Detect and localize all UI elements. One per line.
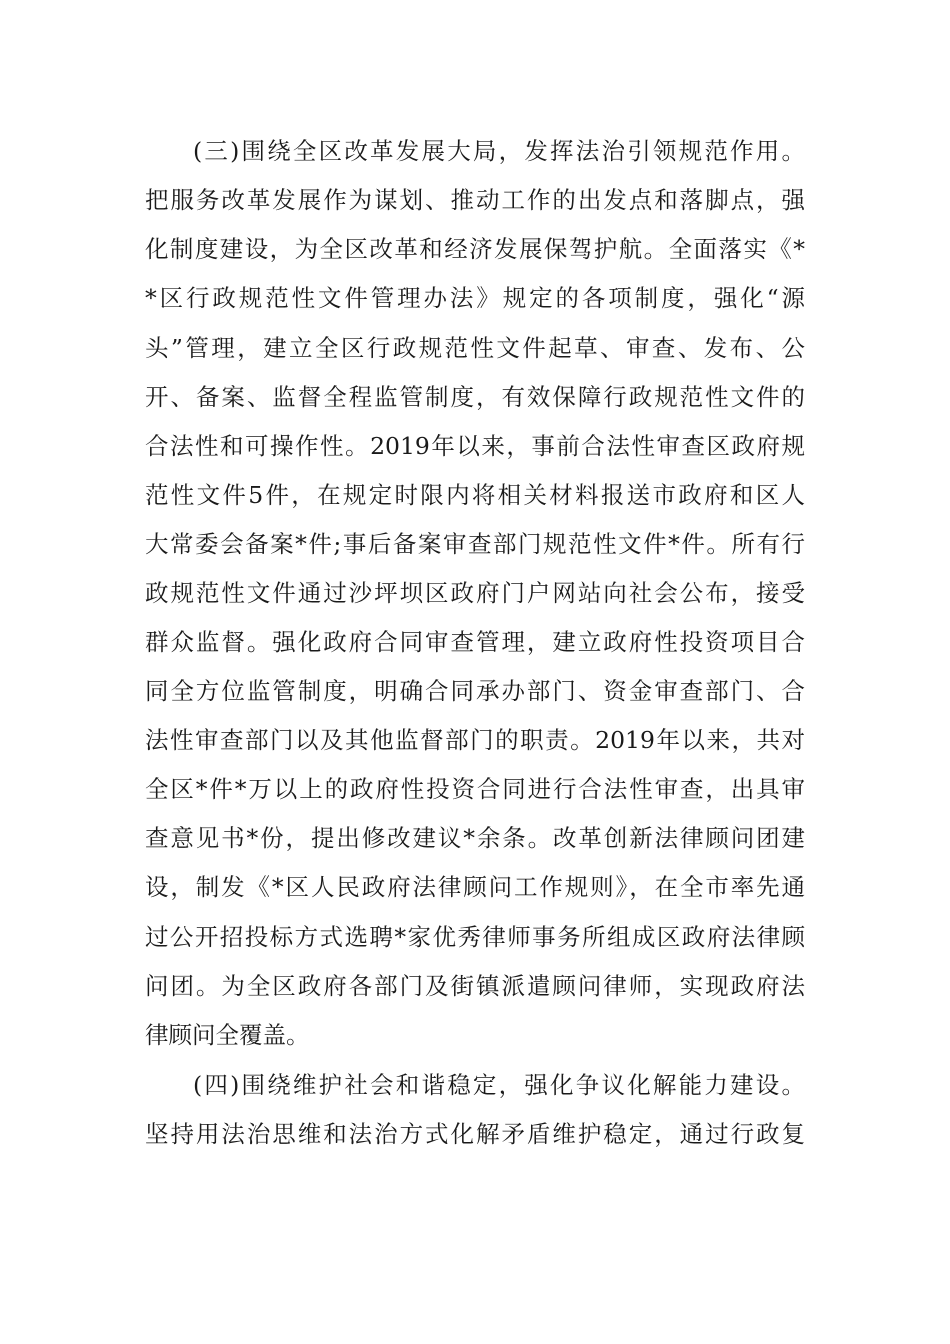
text-line: 化制度建设，为全区改革和经济发展保驾护航。全面落实《* [145, 235, 805, 263]
text-line: 问团。为全区政府各部门及街镇派遣顾问律师，实现政府法 [145, 972, 805, 1000]
text-line: 群众监督。强化政府合同审查管理，建立政府性投资项目合 [145, 628, 805, 656]
paragraph-3-heading: (三)围绕全区改革发展大局，发挥法治引领规范作用。 [193, 137, 805, 165]
text-line: 设，制发《*区人民政府法律顾问工作规则》，在全市率先通 [145, 873, 805, 901]
text-line: 查意见书*份，提出修改建议*余条。改革创新法律顾问团建 [145, 824, 805, 852]
paragraph-4-heading: (四)围绕维护社会和谐稳定，强化争议化解能力建设。 [193, 1071, 805, 1099]
text-line: 坚持用法治思维和法治方式化解矛盾维护稳定，通过行政复 [145, 1120, 805, 1148]
text-line: 过公开招投标方式选聘*家优秀律师事务所组成区政府法律顾 [145, 923, 805, 951]
text-line: 政规范性文件通过沙坪坝区政府门户网站向社会公布，接受 [145, 579, 805, 607]
text-line: 全区*件*万以上的政府性投资合同进行合法性审查，出具审 [145, 775, 805, 803]
text-line: 律顾问全覆盖。 [145, 1021, 310, 1049]
text-line: 开、备案、监督全程监管制度，有效保障行政规范性文件的 [145, 383, 805, 411]
text-line: 合法性和可操作性。2019年以来，事前合法性审查区政府规 [145, 432, 805, 460]
text-line: *区行政规范性文件管理办法》规定的各项制度，强化“源 [145, 284, 805, 312]
text-line: 范性文件5件，在规定时限内将相关材料报送市政府和区人 [145, 481, 805, 509]
text-line: 大常委会备案*件;事后备案审查部门规范性文件*件。所有行 [145, 530, 805, 558]
text-line: 同全方位监管制度，明确合同承办部门、资金审查部门、合 [145, 677, 805, 705]
text-line: 把服务改革发展作为谋划、推动工作的出发点和落脚点，强 [145, 186, 805, 214]
text-line: 法性审查部门以及其他监督部门的职责。2019年以来，共对 [145, 726, 805, 754]
text-line: 头”管理，建立全区行政规范性文件起草、审查、发布、公 [145, 334, 805, 362]
